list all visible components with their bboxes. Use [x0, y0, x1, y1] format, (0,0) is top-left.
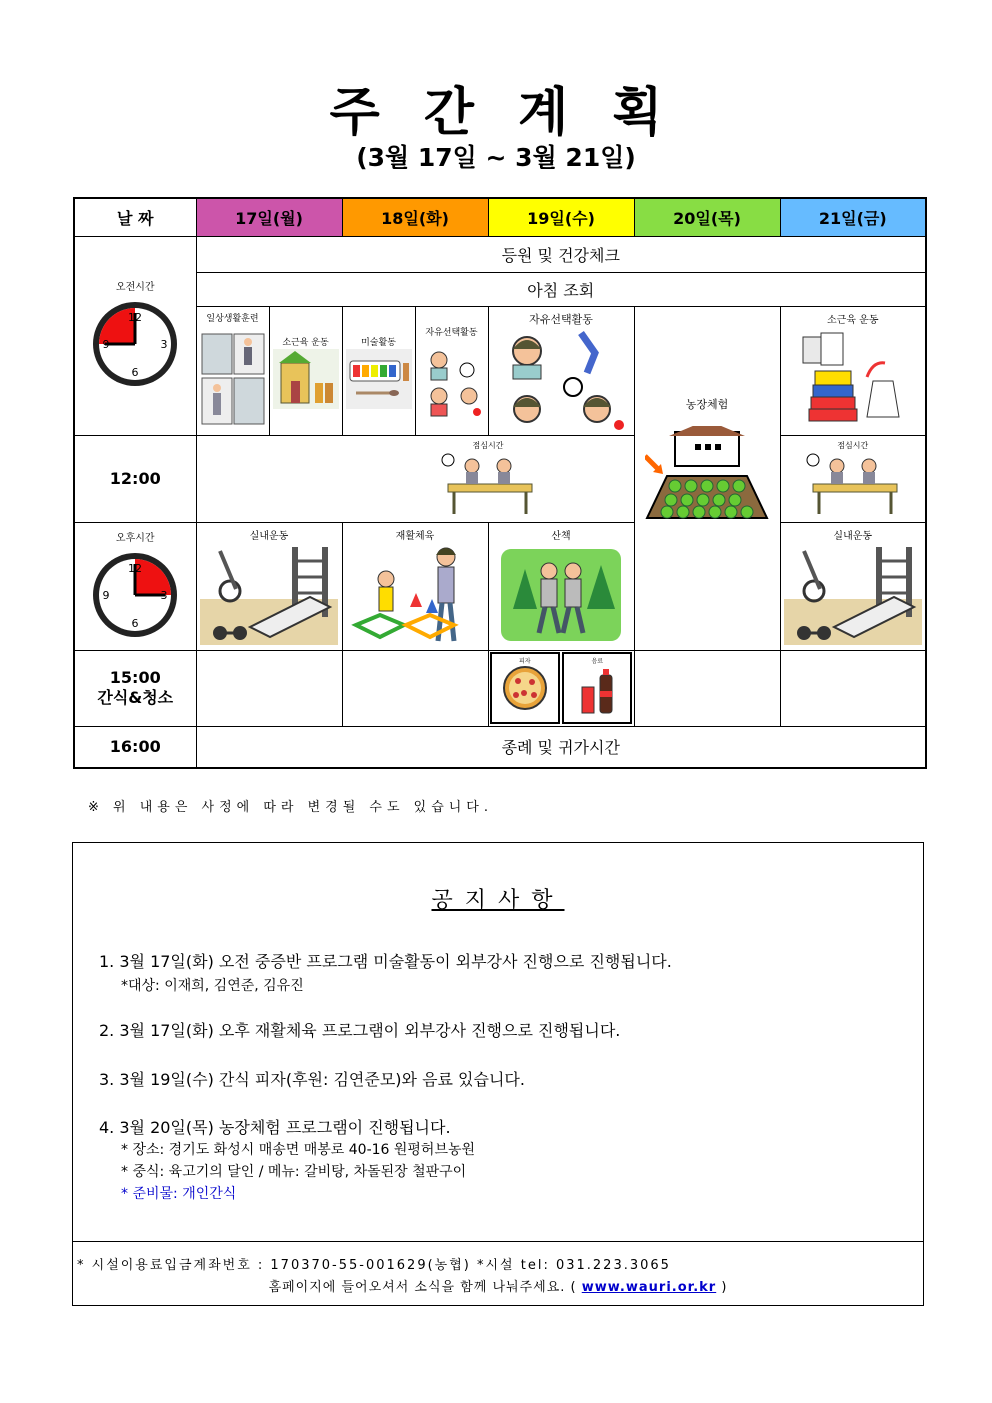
walk-cell — [488, 522, 634, 650]
free-choice-small-cell — [415, 306, 488, 435]
daily-living-cell — [196, 306, 269, 435]
farm-label: 농장체험 — [685, 398, 729, 411]
account-info: * 시설이용료입금계좌번호 : 170370-55-001629(농협) *시설 tel: 031.223.3065 — [77, 1258, 671, 1273]
snack-label: 간식&청소 — [97, 688, 174, 707]
lunch-cell — [196, 435, 780, 522]
day-header-mon: 17일(월) — [196, 198, 342, 236]
drink-icon — [574, 665, 620, 715]
clock-pm-num-12: 12 — [128, 561, 143, 575]
free-choice-small-label: 자유선택활동 — [425, 327, 478, 338]
notice-box — [72, 842, 924, 1306]
art-cell — [342, 306, 415, 435]
weekly-schedule-table — [73, 197, 927, 769]
walk-label: 산책 — [551, 530, 571, 542]
clock-afternoon-icon — [90, 550, 180, 640]
fine-motor-fri-label: 소근육 운동 — [827, 314, 879, 326]
clock-pm-num-6: 6 — [131, 616, 139, 630]
homepage-link[interactable]: www.wauri.or.kr — [581, 1280, 717, 1295]
fine-motor-mon-cell — [269, 306, 342, 435]
indoor-exercise-fri-cell — [780, 522, 926, 650]
pizza-icon — [502, 665, 548, 711]
lunch-fri-cell — [780, 435, 926, 522]
cup-stacking-icon — [793, 327, 913, 427]
paint-palette-icon — [346, 349, 412, 409]
clock-num-3: 3 — [160, 338, 168, 351]
morning-label: 오전시간 — [115, 282, 155, 293]
rehab-pe-label: 재활체육 — [395, 530, 435, 542]
snack-time-cell — [74, 650, 196, 726]
free-choice-cell — [488, 306, 634, 435]
pizza-label: 피자 — [518, 658, 531, 665]
assembly-cell: 아침 조회 — [196, 272, 926, 306]
day-header-wed: 19일(수) — [488, 198, 634, 236]
end-time: 16:00 — [74, 726, 196, 768]
page-title: 주간계획 — [329, 83, 707, 143]
art-label: 미술활동 — [361, 337, 396, 348]
notice-title-text: 공지사항 — [431, 888, 565, 913]
walk-icon — [501, 549, 621, 641]
clock-pm-num-9: 9 — [102, 588, 110, 602]
gym-equipment-icon — [200, 541, 338, 645]
notice-item-1-sub: *대상: 이재희, 김연준, 김유진 — [121, 978, 304, 994]
lunch-icon — [438, 448, 538, 518]
end-cell: 종례 및 귀가시간 — [196, 726, 926, 768]
day-header-fri: 21일(금) — [780, 198, 926, 236]
noon-time: 12:00 — [74, 435, 196, 522]
daily-living-label: 일상생활훈련 — [206, 313, 259, 324]
notice-item-4: 4. 3월 20일(목) 농장체험 프로그램이 진행됩니다. — [99, 1118, 451, 1137]
clock-morning-icon — [90, 299, 180, 389]
homepage-line — [73, 1276, 923, 1295]
fine-motor-mon-label: 소근육 운동 — [282, 337, 329, 348]
notice-item-4-sub-1: * 장소: 경기도 화성시 매송면 매봉로 40-16 원평허브농원 — [121, 1142, 476, 1158]
free-choice-label: 자유선택활동 — [529, 312, 593, 326]
page-subtitle: (3월 17일 ~ 3월 21일) — [356, 143, 636, 172]
day-header-tue: 18일(화) — [342, 198, 488, 236]
indoor-exercise-mon-cell — [196, 522, 342, 650]
morning-cell — [74, 236, 196, 435]
snack-wed-cell — [488, 650, 634, 726]
notice-title — [73, 883, 923, 914]
children-play-icon — [491, 323, 631, 431]
notice-footer — [73, 1241, 923, 1306]
lunch-label: 점심시간 — [472, 440, 504, 450]
indoor-exercise-fri-label: 실내운동 — [833, 530, 873, 542]
snack-fri-cell — [780, 650, 926, 726]
date-header: 날 짜 — [74, 198, 196, 236]
snack-mon-cell — [196, 650, 342, 726]
drink-label: 음료 — [591, 658, 604, 665]
snack-tue-cell — [342, 650, 488, 726]
indoor-exercise-mon-label: 실내운동 — [249, 530, 289, 542]
fine-motor-fri-cell — [780, 306, 926, 435]
homepage-close: ) — [721, 1280, 728, 1295]
clock-num-9: 9 — [102, 338, 110, 351]
gym-equipment-fri-icon — [784, 541, 922, 645]
pizza-box — [490, 652, 560, 724]
lunch-fri-icon — [803, 448, 903, 518]
afternoon-label: 오후시간 — [115, 532, 155, 544]
rehab-pe-cell — [342, 522, 488, 650]
daily-living-icon — [200, 328, 266, 428]
clock-num-12: 12 — [128, 311, 143, 324]
notice-item-1: 1. 3월 17일(화) 오전 중증반 프로그램 미술활동이 외부강사 진행으로 진행됩니다. — [99, 952, 672, 971]
afternoon-cell — [74, 522, 196, 650]
snack-thu-cell — [634, 650, 780, 726]
change-note: ※ 위 내용은 사정에 따라 변경될 수도 있습니다. — [88, 800, 493, 815]
rehab-pe-icon — [346, 541, 484, 645]
snack-time: 15:00 — [109, 668, 161, 687]
lunch-fri-label: 점심시간 — [837, 440, 869, 450]
notice-item-2: 2. 3월 17일(화) 오후 재활체육 프로그램이 외부강사 진행으로 진행됩니다. — [99, 1021, 621, 1040]
day-header-thu: 20일(목) — [634, 198, 780, 236]
homepage-text: 홈페이지에 들어오셔서 소식을 함께 나눠주세요. ( — [268, 1280, 577, 1295]
drink-box — [562, 652, 632, 724]
clock-pm-num-3: 3 — [160, 588, 168, 602]
notice-item-3: 3. 3월 19일(수) 간식 피자(후원: 김연준모)와 음료 있습니다. — [99, 1070, 525, 1089]
clock-num-6: 6 — [131, 366, 139, 379]
children-play-small-icon — [419, 344, 485, 424]
castle-blocks-icon — [273, 349, 339, 409]
notice-item-4-sub-2: * 중식: 육고기의 달인 / 메뉴: 갈비탕, 차돌된장 철판구이 — [121, 1164, 467, 1180]
notice-item-4-sub-3: * 준비물: 개인간식 — [121, 1186, 237, 1202]
arrival-cell: 등원 및 건강체크 — [196, 236, 926, 272]
